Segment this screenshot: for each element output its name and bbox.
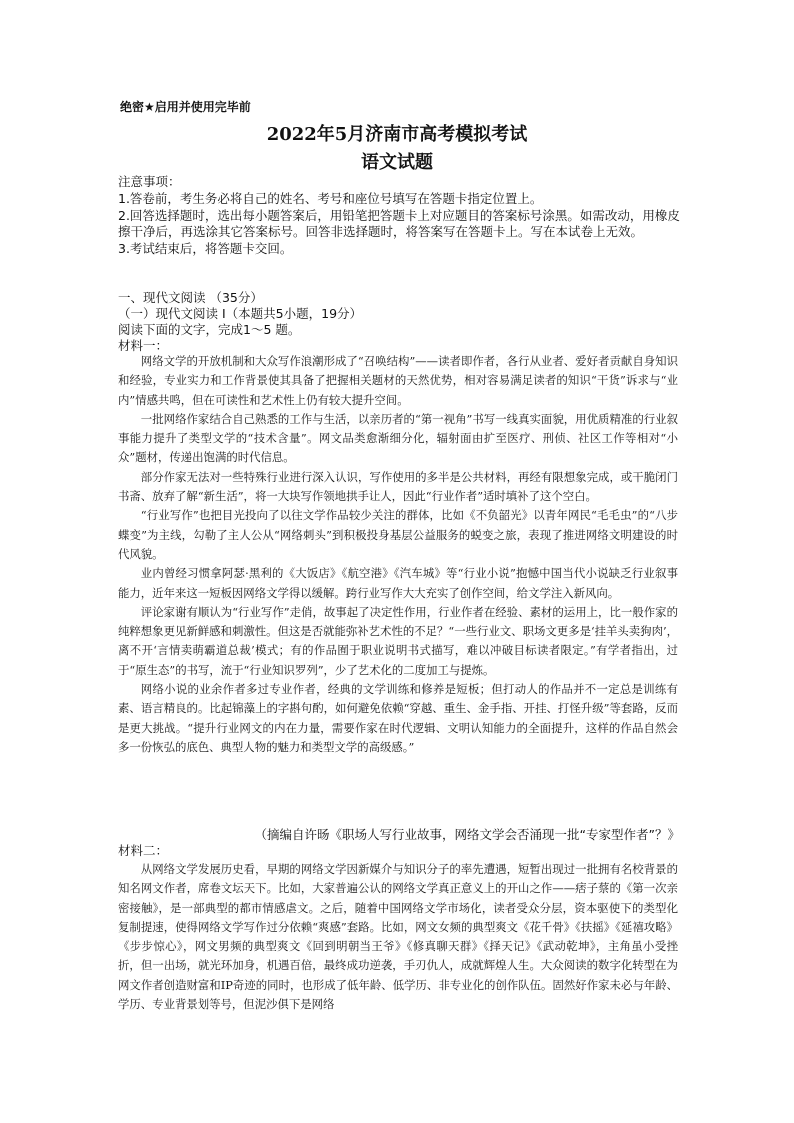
material-label: 材料一： bbox=[118, 338, 169, 353]
paragraph: 一批网络作家结合自己熟悉的工作与生活，以亲历者的“第一视角”书写一线真实面貌，用优质精准的行业叙事能力提升了类型文学的“技术含量”。网文品类愈渐细分化，辐射面由扩至医疗、刑侦、社区工作等相对“小众”题材，传递出饱满的时代信息。 bbox=[118, 411, 678, 465]
reading-instruction: 阅读下面的文字，完成1～5 题。 bbox=[118, 322, 301, 337]
paragraph: 网络文学的开放机制和大众写作浪潮形成了“召唤结构”——读者即作者，各行从业者、爱好者贡献自身知识和经验，专业实力和工作背景使其具备了把握相关题材的天然优势，相对容易满足读者的知识“干货”诉求与“业内”情感共鸣，但在可读性和艺术性上仍有较大提升空间。 bbox=[118, 354, 678, 407]
paragraph: “行业写作”也把目光投向了以往文学作品较少关注的群体，比如《不负韶光》以青年网民“毛毛虫”的“八步蝶变”为主线，勾勒了主人公从“网络刺头”到积极投身基层公益服务的蜕变之旅，表现了推进网络文明建设的时代风貌。 bbox=[118, 508, 678, 561]
subsection-heading: （一）现代文阅读 I（本题共5小题，19分） bbox=[118, 306, 363, 321]
paragraph: 从网络文学发展历史看，早期的网络文学因新媒介与知识分子的率先遭遇，短暂出现过一批拥有名校背景的知名网文作者，席卷文坛天下。比如，大家普遍公认的网络文学真正意义上的开山之作——痞子蔡的《第一次亲密接触》，是一部典型的都市情感虐文。之后，随着中国网络文学市场化，读者受众分层，资本驱使下的类型化复制提速，使得网络文学写作过分依赖“爽感”套路。比如，网文女频的典型爽文《花千骨》《扶摇》《延禧攻略》《步步惊心》，网文男频的典型爽文《回到明朝当王爷》《修真聊天群》《择天记》《武动乾坤》，主角虽小受挫折，但一出场，就光环加身，机遇百倍，最终成功逆袭，手刃仇人，成就辉煌人生。大众阅读的数字化转型在为网文作者创造财富和IP奇迹的同时，也形成了低年龄、低学历、非专业化的创作队伍。固然好作家未必与年龄、学历、专业背景划等号，但泥沙俱下是网络 bbox=[118, 862, 678, 1012]
paragraph: 网络小说的业余作者多过专业作者，经典的文学训练和修养是短板；但打动人的作品并不一定总是训练有素、语言精良的。比起锦藻上的字斟句酌，如何避免依赖“穿越、重生、金手指、开挂、打怪升级”等套路，反而是更大挑战。“提升行业网文的内在力量，需要作家在时代逻辑、文明认知能力的全面提升，这样的作品自然会多一份恢弘的底色、典型人物的魅力和类型文学的高级感。” bbox=[118, 682, 678, 754]
notes-list bbox=[118, 191, 680, 257]
paragraph: 评论家谢有顺认为“行业写作”走俏，故事起了决定性作用，行业作者在经验、素材的运用上，比一般作家的纯粹想象更见新鲜感和刺激性。但这是否就能弥补艺术性的不足？“一些行业文、职场文更多是‘挂羊头卖狗肉’，离不开‘言情卖萌霸道总裁’模式；有的作品囿于职业说明书式描写，难以冲破目标读者限定。”有学者指出，过于“原生态”的书写，流于“行业知识罗列”，少了艺术化的二度加工与提炼。 bbox=[118, 604, 678, 677]
paragraph: 业内曾经习惯拿阿瑟·黑利的《大饭店》《航空港》《汽车城》等“行业小说”抱憾中国当代小说缺乏行业叙事能力，近年来这一短板因网络文学得以缓解。跨行业写作大大充实了创作空间，给文学注入新风向。 bbox=[118, 566, 678, 600]
exam-title: 2022年5月济南市高考模拟考试 bbox=[266, 124, 528, 145]
section-heading: 一、现代文阅读 （35分） bbox=[118, 290, 263, 305]
notes-heading: 注意事项： bbox=[118, 174, 181, 189]
material-label: 材料二： bbox=[118, 843, 169, 858]
notes-item: 2.回答选择题时，选出每小题答案后，用铅笔把答题卡上对应题目的答案标号涂黑。如需改动，用橡皮擦干净后，再选涂其它答案标号。回答非选择题时，将答案写在答题卡上。写在本试卷上无效。 bbox=[118, 207, 680, 239]
confidential-mark: 绝密★启用并使用完毕前 bbox=[120, 100, 251, 114]
paragraph: 部分作家无法对一些特殊行业进行深入认识，写作使用的多半是公共材料，再经有限想象完成，或干脆闭门书斋、放弃了解“新生活”，将一大块写作领地拱手让人，因此“行业作者”适时填补了这个空白。 bbox=[118, 469, 678, 504]
material-two-text bbox=[118, 860, 678, 1014]
source-citation: （摘编自许旸《职场人写行业故事，网络文学会否涌现一批“专家型作者”？》 bbox=[254, 827, 680, 842]
notes-item: 3.考试结束后，将答题卡交回。 bbox=[118, 240, 293, 256]
notes-item: 1.答卷前，考生务必将自己的姓名、考号和座位号填写在答题卡指定位置上。 bbox=[118, 191, 543, 206]
material-one-text bbox=[118, 352, 678, 757]
subject-title: 语文试题 bbox=[361, 152, 433, 173]
